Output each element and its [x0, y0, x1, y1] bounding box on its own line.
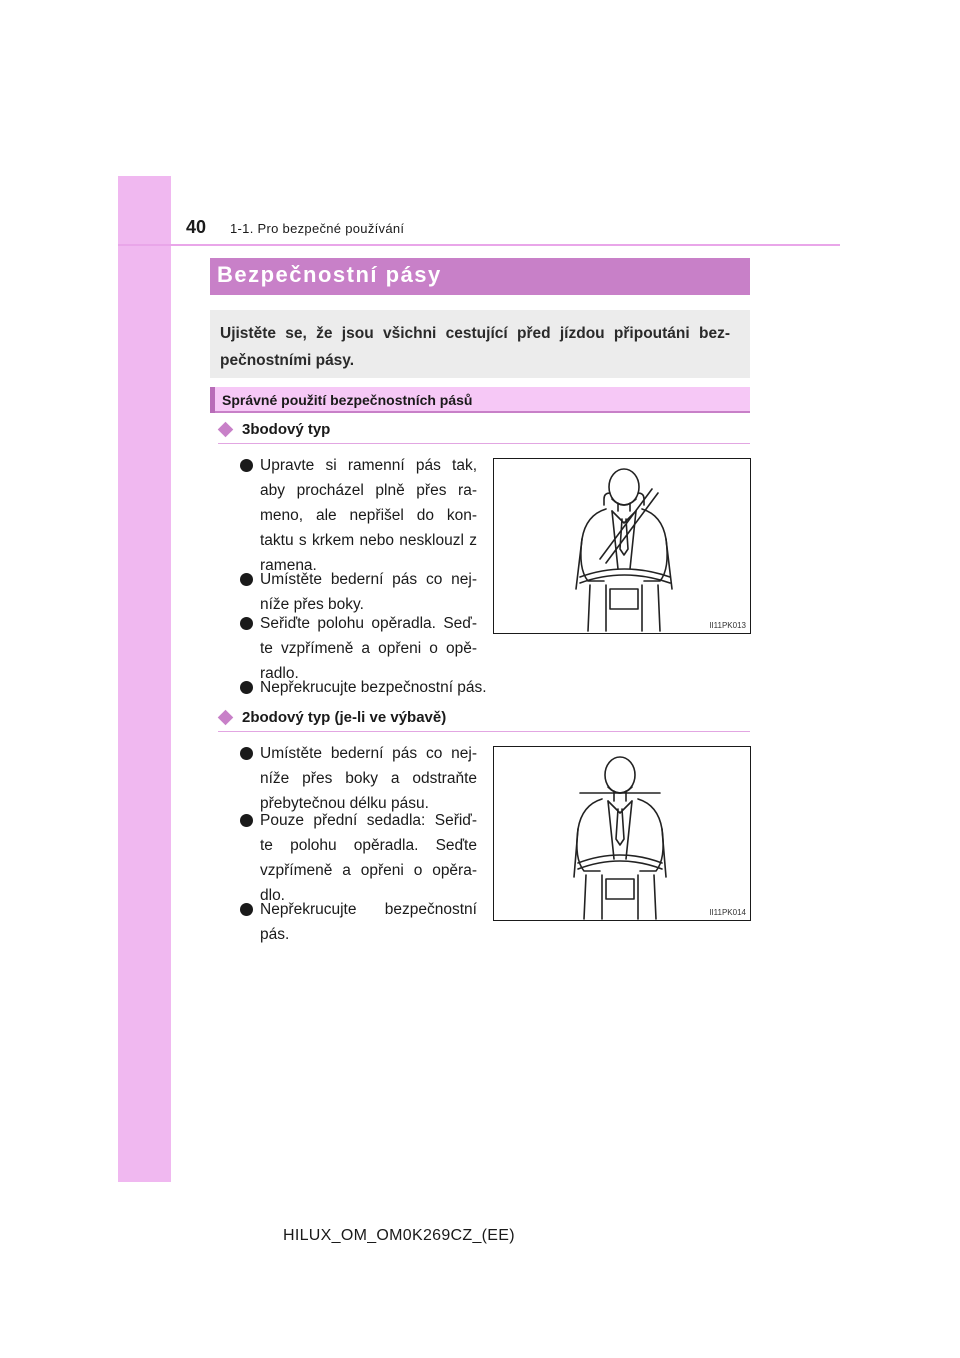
list-item-text: Pouze přední sedadla: Seřiď- te polohu opěradla. Seďte vzpřímeně a opřeni o opěra- dlo. — [260, 812, 477, 904]
list-item-text: Seřiďte polohu opěradla. Seď- te vzpřímeně a opřeni o opě- radlo. — [260, 615, 477, 682]
list-item-text: Umístěte bederní pás co nej- níže přes boky a odstraňte přebytečnou délku pásu. — [260, 745, 477, 812]
bullet-icon — [240, 903, 253, 916]
diamond-icon — [218, 422, 234, 438]
diamond-icon — [218, 710, 234, 726]
list-item — [240, 897, 477, 947]
header-rule — [118, 244, 840, 246]
seated-person-2point-illustration — [494, 747, 750, 920]
side-tab-strip — [118, 176, 171, 1182]
section-heading-label: 2bodový typ (je-li ve výbavě) — [242, 709, 447, 726]
bullet-icon — [240, 573, 253, 586]
document-id: HILUX_OM_OM0K269CZ_(EE) — [283, 1227, 515, 1244]
list-item — [240, 741, 477, 816]
section-path: 1-1. Pro bezpečné používání — [230, 221, 405, 236]
bullet-icon — [240, 747, 253, 760]
list-item — [240, 808, 477, 908]
page-title: Bezpečnostní pásy — [217, 262, 442, 287]
list-item — [240, 675, 540, 700]
list-item-text: Upravte si ramenní pás tak, aby procházel plně přes ra- meno, ale nepřišel do kon- taktu s krkem nebo nesklouzl z ramena. — [260, 457, 477, 574]
section-heading-label: 3bodový typ — [242, 421, 331, 438]
list-item-text: Nepřekrucujte bezpečnostní pás. — [260, 901, 477, 943]
subheading: Správné použití bezpečnostních pásů — [222, 392, 473, 408]
figure-code: II11PK014 — [709, 908, 746, 917]
list-item — [240, 567, 477, 617]
figure-2point-belt — [493, 746, 751, 921]
section-heading-3point — [218, 421, 750, 444]
bullet-icon — [240, 681, 253, 694]
bullet-icon — [240, 459, 253, 472]
page-number: 40 — [186, 217, 207, 237]
section-heading-2point — [218, 709, 750, 732]
bullet-icon — [240, 814, 253, 827]
bullet-icon — [240, 617, 253, 630]
list-item-text: Nepřekrucujte bezpečnostní pás. — [260, 679, 487, 696]
seated-person-3point-illustration — [494, 459, 750, 633]
intro-box: Ujistěte se, že jsou všichni cestující před jízdou připoutáni bez- pečnostními pásy. — [210, 310, 750, 378]
subheading-accent — [210, 387, 215, 413]
figure-code: II11PK013 — [709, 621, 746, 630]
list-item — [240, 453, 477, 578]
list-item-text: Umístěte bederní pás co nej- níže přes boky. — [260, 571, 477, 613]
figure-3point-belt — [493, 458, 751, 634]
